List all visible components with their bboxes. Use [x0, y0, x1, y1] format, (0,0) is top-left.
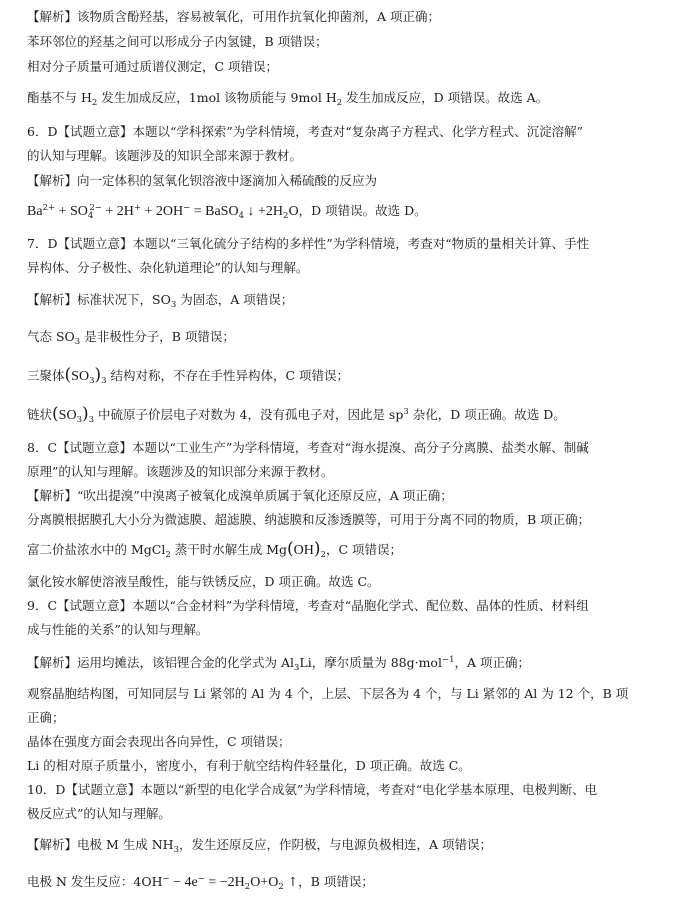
text-line: 成与性能的关系”的认知与理解。: [27, 622, 209, 637]
text-line: 9．C【试题立意】本题以“合金材料”为学科情境，考查对“晶胞化学式、配位数、晶体的性质、材料组: [27, 598, 589, 613]
text-line: 气态 $SO_3$ 是非极性分子，B 项错误；: [27, 329, 235, 347]
text-line: 氯化铵水解使溶液呈酸性，能与铁锈反应，D 项正确。故选 C。: [27, 574, 380, 589]
text-line: 【解析】该物质含酚羟基，容易被氧化，可用作抗氧化抑菌剂，A 项正确；: [27, 9, 441, 24]
text-line: 10．D【试题立意】本题以“新型的电化学合成氨”为学科情境，考查对“电化学基本原理、电极判断、电: [27, 782, 598, 797]
text-line: 【解析】标准状况下，$SO_3$ 为固态，A 项错误；: [27, 292, 294, 310]
text-line: 极反应式”的认知与理解。: [27, 806, 171, 821]
text-line: 原理”的认知与理解。该题涉及的知识部分来源于教材。: [27, 464, 334, 479]
text-line: 富二价盐浓水中的 MgCl$_2$ 蒸干时水解生成 $Mg(OH)_2$，C 项错误；: [27, 539, 402, 560]
text-line: 8．C【试题立意】本题以“工业生产”为学科情境，考查对“海水提溴、高分子分离膜、盐类水解、制碱: [27, 440, 589, 455]
text-line: 分离膜根据膜孔大小分为微滤膜、超滤膜、纳滤膜和反渗透膜等，可用于分离不同的物质，B 项正确；: [27, 512, 591, 527]
text-line: 观察晶胞结构图，可知同层与 Li 紧邻的 Al 为 4 个，上层、下层各为 4 个，与 Li 紧邻的 Al 为 12 个，B 项: [27, 686, 629, 701]
text-line: 7．D【试题立意】本题以“三氧化硫分子结构的多样性”为学科情境，考查对“物质的量相关计算、手性: [27, 236, 590, 251]
text-line: 链状$(SO_3)_3$ 中硫原子价层电子对数为 4，没有孤电子对，因此是 $sp^3$ 杂化，D 项正确。故选 D。: [27, 404, 566, 425]
text-line: Li 的相对原子质量小，密度小，有利于航空结构件轻量化，D 项正确。故选 C。: [27, 758, 471, 773]
text-line: 异构体、分子极性、杂化轨道理论”的认知与理解。: [27, 260, 309, 275]
text-line: 酯基不与 $H_2$ 发生加成反应，1mol 该物质能与 9mol $H_2$ 发生加成反应，D 项错误。故选 A。: [27, 90, 549, 108]
text-line: 6．D【试题立意】本题以“学科探索”为学科情境，考查对“复杂离子方程式、化学方程式、沉淀溶解”: [27, 124, 584, 139]
text-line: 相对分子质量可通过质谱仪测定，C 项错误；: [27, 59, 279, 74]
equation-line: 电极 N 发生反应：$4OH^- - 4e^- = -2H_2O+O_2$ ↑，B 项错误；: [27, 874, 374, 892]
text-line: 三聚体$(SO_3)_3$ 结构对称，不存在手性异构体，C 项错误；: [27, 365, 350, 386]
text-line: 【解析】“吹出提溴”中溴离子被氧化成溴单质属于氧化还原反应，A 项正确；: [27, 488, 453, 503]
text-line: 的认知与理解。该题涉及的知识全部来源于教材。: [27, 148, 303, 163]
equation-line: $Ba^{2+} + SO_4^{2-} + 2H^+ + 2OH^-$ = BaSO$_4$ ↓ $+2H_2O$，D 项错误。故选 D。: [27, 203, 427, 221]
text-line: 正确；: [27, 710, 65, 725]
text-line: 苯环邻位的羟基之间可以形成分子内氢键，B 项错误；: [27, 34, 328, 49]
text-line: 【解析】运用均摊法，该铝锂合金的化学式为 $Al_3Li$，摩尔质量为 88g·mol$^{-1}$，A 项正确；: [27, 655, 530, 673]
text-line: 【解析】向一定体积的氢氧化钡溶液中逐滴加入稀硫酸的反应为: [27, 173, 378, 188]
text-line: 【解析】电极 M 生成 $NH_3$，发生还原反应，作阴极，与电源负极相连，A 项错误；: [27, 837, 492, 855]
text-line: 晶体在强度方面会表现出各向异性，C 项错误；: [27, 734, 291, 749]
